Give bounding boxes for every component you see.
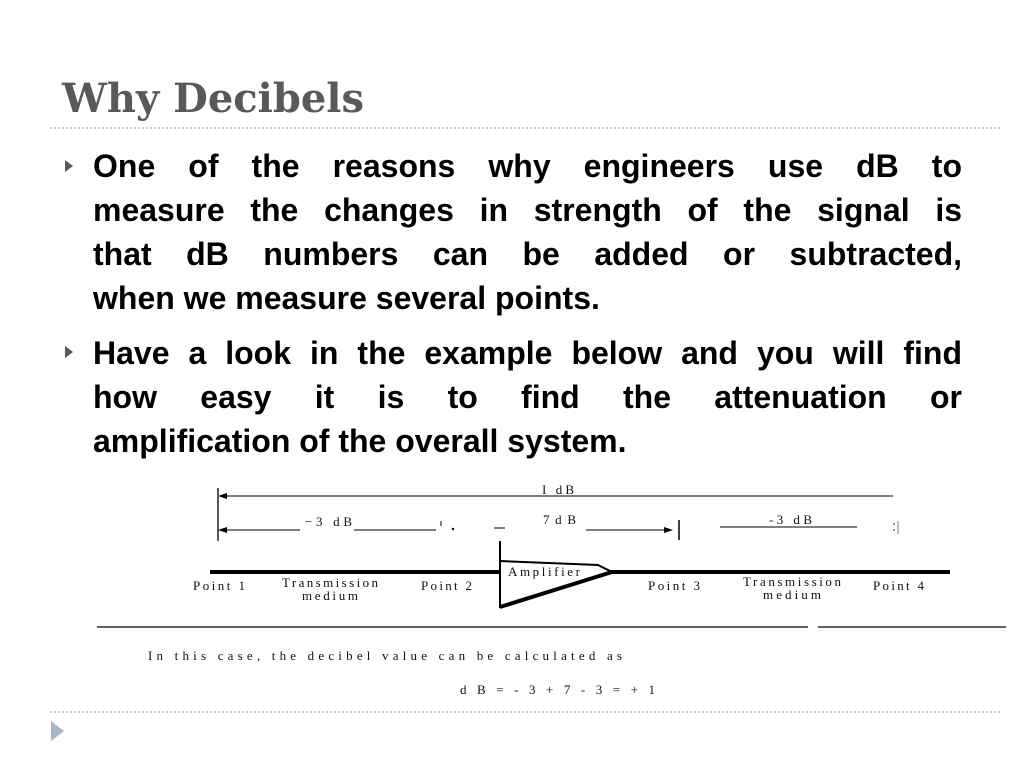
segment-1-label: −3 dB	[305, 514, 352, 529]
segment-3-end-dot-bottom	[893, 529, 895, 531]
signal-chain-diagram	[0, 478, 1024, 704]
point-3-label: Point 3	[648, 578, 700, 593]
bullet-text-2	[93, 331, 962, 463]
bullet-text-line: One of the reasons why engineers use dB to	[93, 148, 962, 184]
triangle-bullet-icon	[65, 160, 73, 172]
total-gain-label: I dB	[542, 482, 574, 497]
segment-1-end-dot	[452, 528, 454, 530]
point-2-label: Point 2	[421, 578, 472, 593]
amplifier-label: Amplifier	[508, 564, 580, 579]
calculation-caption: In this case, the decibel value can be calculated as	[148, 648, 622, 663]
triangle-bullet-icon	[65, 346, 73, 358]
bullet-text-line: measure the changes in strength of the signal is	[93, 192, 962, 228]
footer-divider	[50, 711, 1000, 713]
bullet-text-line: when we measure several points.	[93, 280, 600, 316]
title-divider	[50, 127, 1000, 129]
bullet-text-line: Have a look in the example below and you will find	[93, 335, 962, 371]
medium-2-label-line-1: Transmission	[743, 574, 841, 589]
medium-2-label-line-2: medium	[763, 587, 821, 602]
segment-2-label: 7dB	[543, 512, 576, 527]
bullet-text-line: amplification of the overall system.	[93, 423, 627, 459]
bullet-text-line: how easy it is to find the attenuation or	[93, 379, 962, 415]
bullet-text-line: that dB numbers can be added or subtracted,	[93, 236, 962, 272]
bullet-text-1	[93, 144, 962, 320]
play-triangle-icon	[51, 721, 64, 741]
bullet-item-2	[0, 331, 1024, 471]
segment-3-end-dot-top	[893, 523, 895, 525]
medium-1-label-line-1: Transmission	[282, 575, 378, 590]
segment-3-label: -3 dB	[769, 512, 812, 527]
segment-2-arrowhead	[664, 527, 673, 533]
medium-1-label-line-2: medium	[302, 588, 358, 603]
point-1-label: Point 1	[193, 578, 245, 593]
calculation-formula: dB=-3+7-3=+1	[460, 682, 655, 697]
bullet-item-1	[0, 144, 1024, 316]
slide-title: Why Decibels	[62, 75, 364, 122]
total-gain-arrowhead	[218, 493, 227, 499]
point-4-label: Point 4	[873, 578, 924, 593]
